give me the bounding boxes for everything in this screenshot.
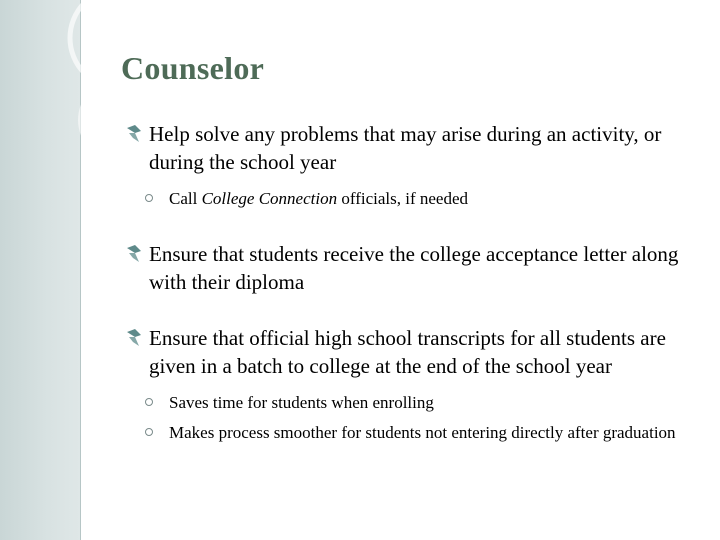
bullet-text: Help solve any problems that may arise during an activity, or during the school year	[149, 122, 662, 174]
bullet-item	[125, 120, 700, 176]
bullet-text: Ensure that students receive the college acceptance letter along with their diploma	[149, 242, 679, 294]
sub-bullet-item	[145, 185, 700, 212]
ribbon-bullet-icon	[125, 124, 143, 144]
bullet-item	[125, 324, 700, 380]
hollow-circle-icon	[145, 398, 153, 406]
bullet-text: Ensure that official high school transcripts for all students are given in a batch to college at the end of the school year	[149, 326, 666, 378]
sub-bullet-item	[145, 389, 700, 416]
ribbon-bullet-icon	[125, 244, 143, 264]
bullet-item	[125, 240, 700, 296]
sub-bullet-emphasis: College Connection	[201, 189, 338, 208]
sub-bullet-item	[145, 419, 700, 446]
ribbon-bullet-icon	[125, 328, 143, 348]
sub-bullet-text: Call	[169, 189, 202, 208]
slide-content	[125, 120, 700, 446]
hollow-circle-icon	[145, 428, 153, 436]
hollow-circle-icon	[145, 194, 153, 202]
slide-title: Counselor	[121, 50, 265, 86]
sub-bullet-text-after: officials, if needed	[337, 189, 469, 208]
sub-bullet-text: Saves time for students when enrolling	[169, 393, 434, 412]
sub-bullet-text: Makes process smoother for students not entering directly after graduation	[169, 423, 676, 442]
